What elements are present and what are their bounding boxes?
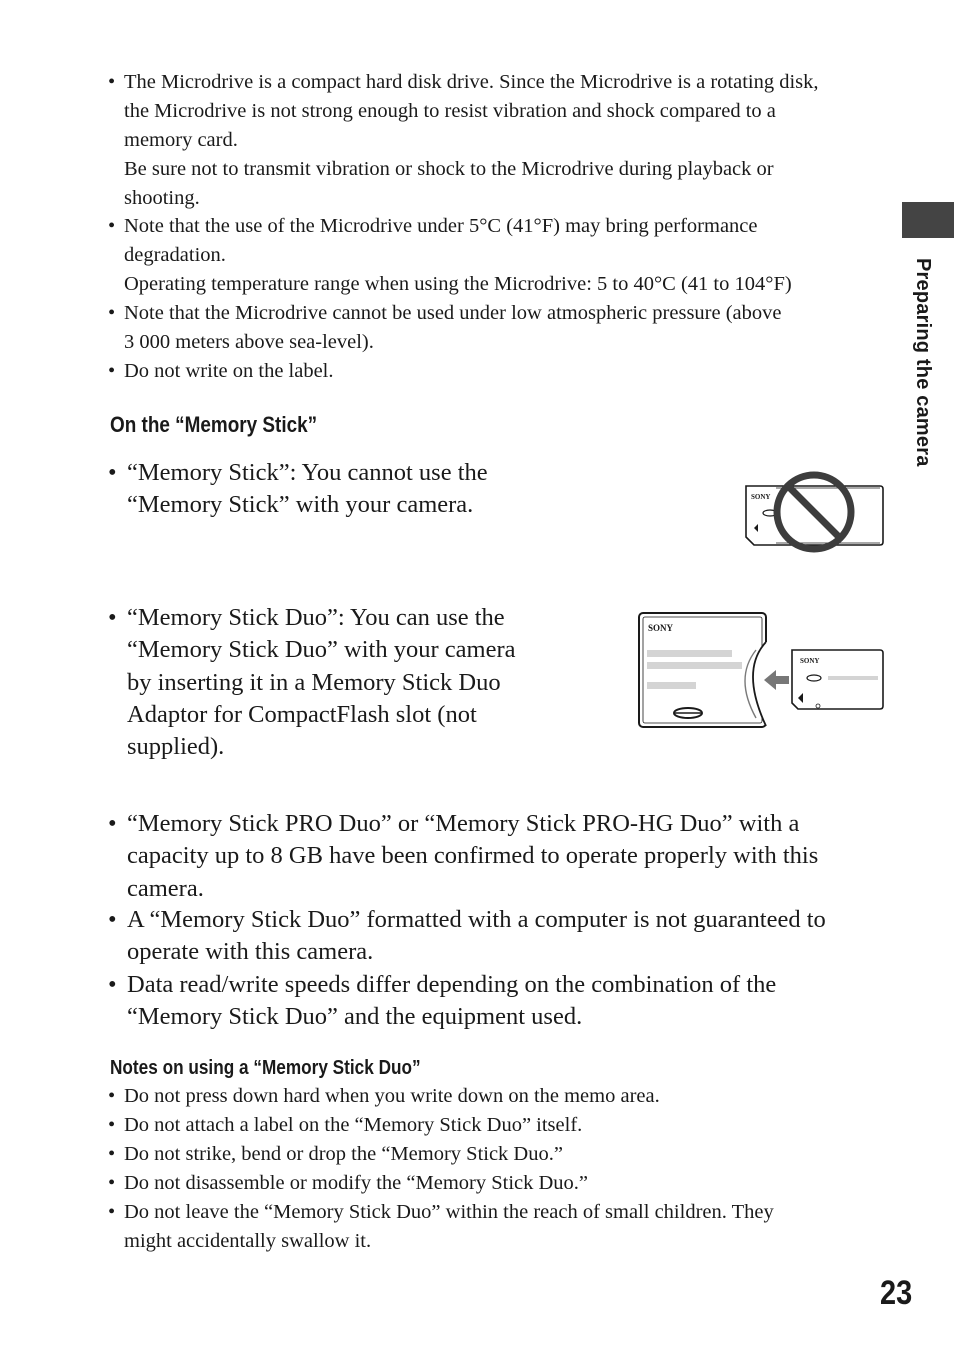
note-item — [108, 1169, 888, 1198]
bullet-dot: • — [108, 1172, 116, 1194]
bullet-dot: • — [108, 1114, 116, 1136]
text-line: “Memory Stick Duo” and the equipment used. — [127, 1003, 583, 1031]
sony-logo: SONY — [648, 623, 674, 633]
text-line: Do not disassemble or modify the “Memory Stick Duo.” — [124, 1172, 589, 1194]
text-line: Do not strike, bend or drop the “Memory Stick Duo.” — [124, 1143, 563, 1165]
text-line: Operating temperature range when using the Microdrive: 5 to 40°C (41 to 104°F) — [124, 273, 792, 295]
text-line: “Memory Stick Duo”: You can use the — [127, 604, 505, 631]
bullet-dot: • — [108, 1143, 116, 1165]
text-line: “Memory Stick” with your camera. — [127, 491, 474, 519]
text-line: camera. — [127, 874, 204, 902]
text-line: might accidentally swallow it. — [124, 1230, 372, 1252]
bullet-dot: • — [108, 1201, 116, 1223]
text-line: 3 000 meters above sea-level). — [124, 331, 374, 353]
text-line: “Memory Stick”: You cannot use the — [127, 459, 488, 486]
bullet-dot: • — [108, 971, 117, 998]
bullet-dot: • — [108, 215, 116, 237]
bullet-dot: • — [108, 71, 116, 93]
section-tab-label: Preparing the camera — [912, 258, 934, 467]
bullet-dot: • — [108, 360, 116, 382]
note-item — [108, 1198, 888, 1256]
bullet-pro-duo-capacity — [108, 808, 888, 905]
text-line: by inserting it in a Memory Stick Duo — [127, 668, 501, 696]
memory-stick-prohibited-illustration — [742, 470, 887, 555]
text-line: Adaptor for CompactFlash slot (not — [127, 700, 477, 728]
text-line: Be sure not to transmit vibration or shock to the Microdrive during playback or — [124, 158, 774, 180]
bullet-microdrive-compact — [108, 68, 888, 213]
sony-logo: SONY — [800, 657, 820, 665]
notes-heading: Notes on using a “Memory Stick Duo” — [110, 1057, 421, 1079]
note-item — [108, 1082, 888, 1111]
text-line: “Memory Stick Duo” with your camera — [127, 636, 516, 664]
text-line: the Microdrive is not strong enough to resist vibration and shock compared to a — [124, 100, 776, 122]
bullet-dot: • — [108, 810, 117, 837]
bullet-dot: • — [108, 906, 117, 933]
bullet-read-write-speeds — [108, 969, 888, 1034]
text-line: Do not leave the “Memory Stick Duo” within the reach of small children. They — [124, 1201, 774, 1223]
text-line: degradation. — [124, 244, 226, 266]
text-line: Do not press down hard when you write down on the memo area. — [124, 1085, 660, 1107]
memory-stick-duo-adaptor-illustration — [636, 610, 888, 732]
note-item — [108, 1140, 888, 1169]
sony-logo: SONY — [751, 493, 771, 501]
section-tab-marker — [902, 202, 954, 238]
bullet-dot: • — [108, 302, 116, 324]
bullet-memory-stick-not-usable — [108, 457, 548, 522]
text-line: Data read/write speeds differ depending on the combination of the — [127, 971, 777, 998]
note-item — [108, 1111, 888, 1140]
section-heading-memory-stick: On the “Memory Stick” — [110, 412, 318, 437]
text-line: The Microdrive is a compact hard disk drive. Since the Microdrive is a rotating disk, — [124, 71, 819, 93]
text-line: A “Memory Stick Duo” formatted with a computer is not guaranteed to — [127, 906, 826, 933]
text-line: Note that the use of the Microdrive under 5°C (41°F) may bring performance — [124, 215, 758, 237]
text-line: capacity up to 8 GB have been confirmed to operate properly with this — [127, 842, 819, 870]
text-line: supplied). — [127, 733, 225, 761]
bullet-formatted-computer — [108, 904, 888, 969]
bullet-memory-stick-duo-usable — [108, 602, 548, 763]
bullet-dot: • — [108, 1085, 116, 1107]
bullet-dot: • — [108, 459, 117, 486]
bullet-microdrive-pressure — [108, 299, 888, 357]
bullet-dot: • — [108, 604, 117, 631]
text-line: Note that the Microdrive cannot be used under low atmospheric pressure (above — [124, 302, 782, 324]
text-line: “Memory Stick PRO Duo” or “Memory Stick PRO-HG Duo” with a — [127, 810, 800, 837]
page-number: 23 — [880, 1274, 913, 1312]
text-line: shooting. — [124, 187, 200, 209]
text-line: Do not attach a label on the “Memory Stick Duo” itself. — [124, 1114, 583, 1136]
bullet-microdrive-label — [108, 357, 888, 386]
text-line: Do not write on the label. — [124, 360, 334, 382]
text-line: memory card. — [124, 129, 238, 151]
bullet-microdrive-temperature — [108, 212, 888, 299]
text-line: operate with this camera. — [127, 938, 374, 966]
